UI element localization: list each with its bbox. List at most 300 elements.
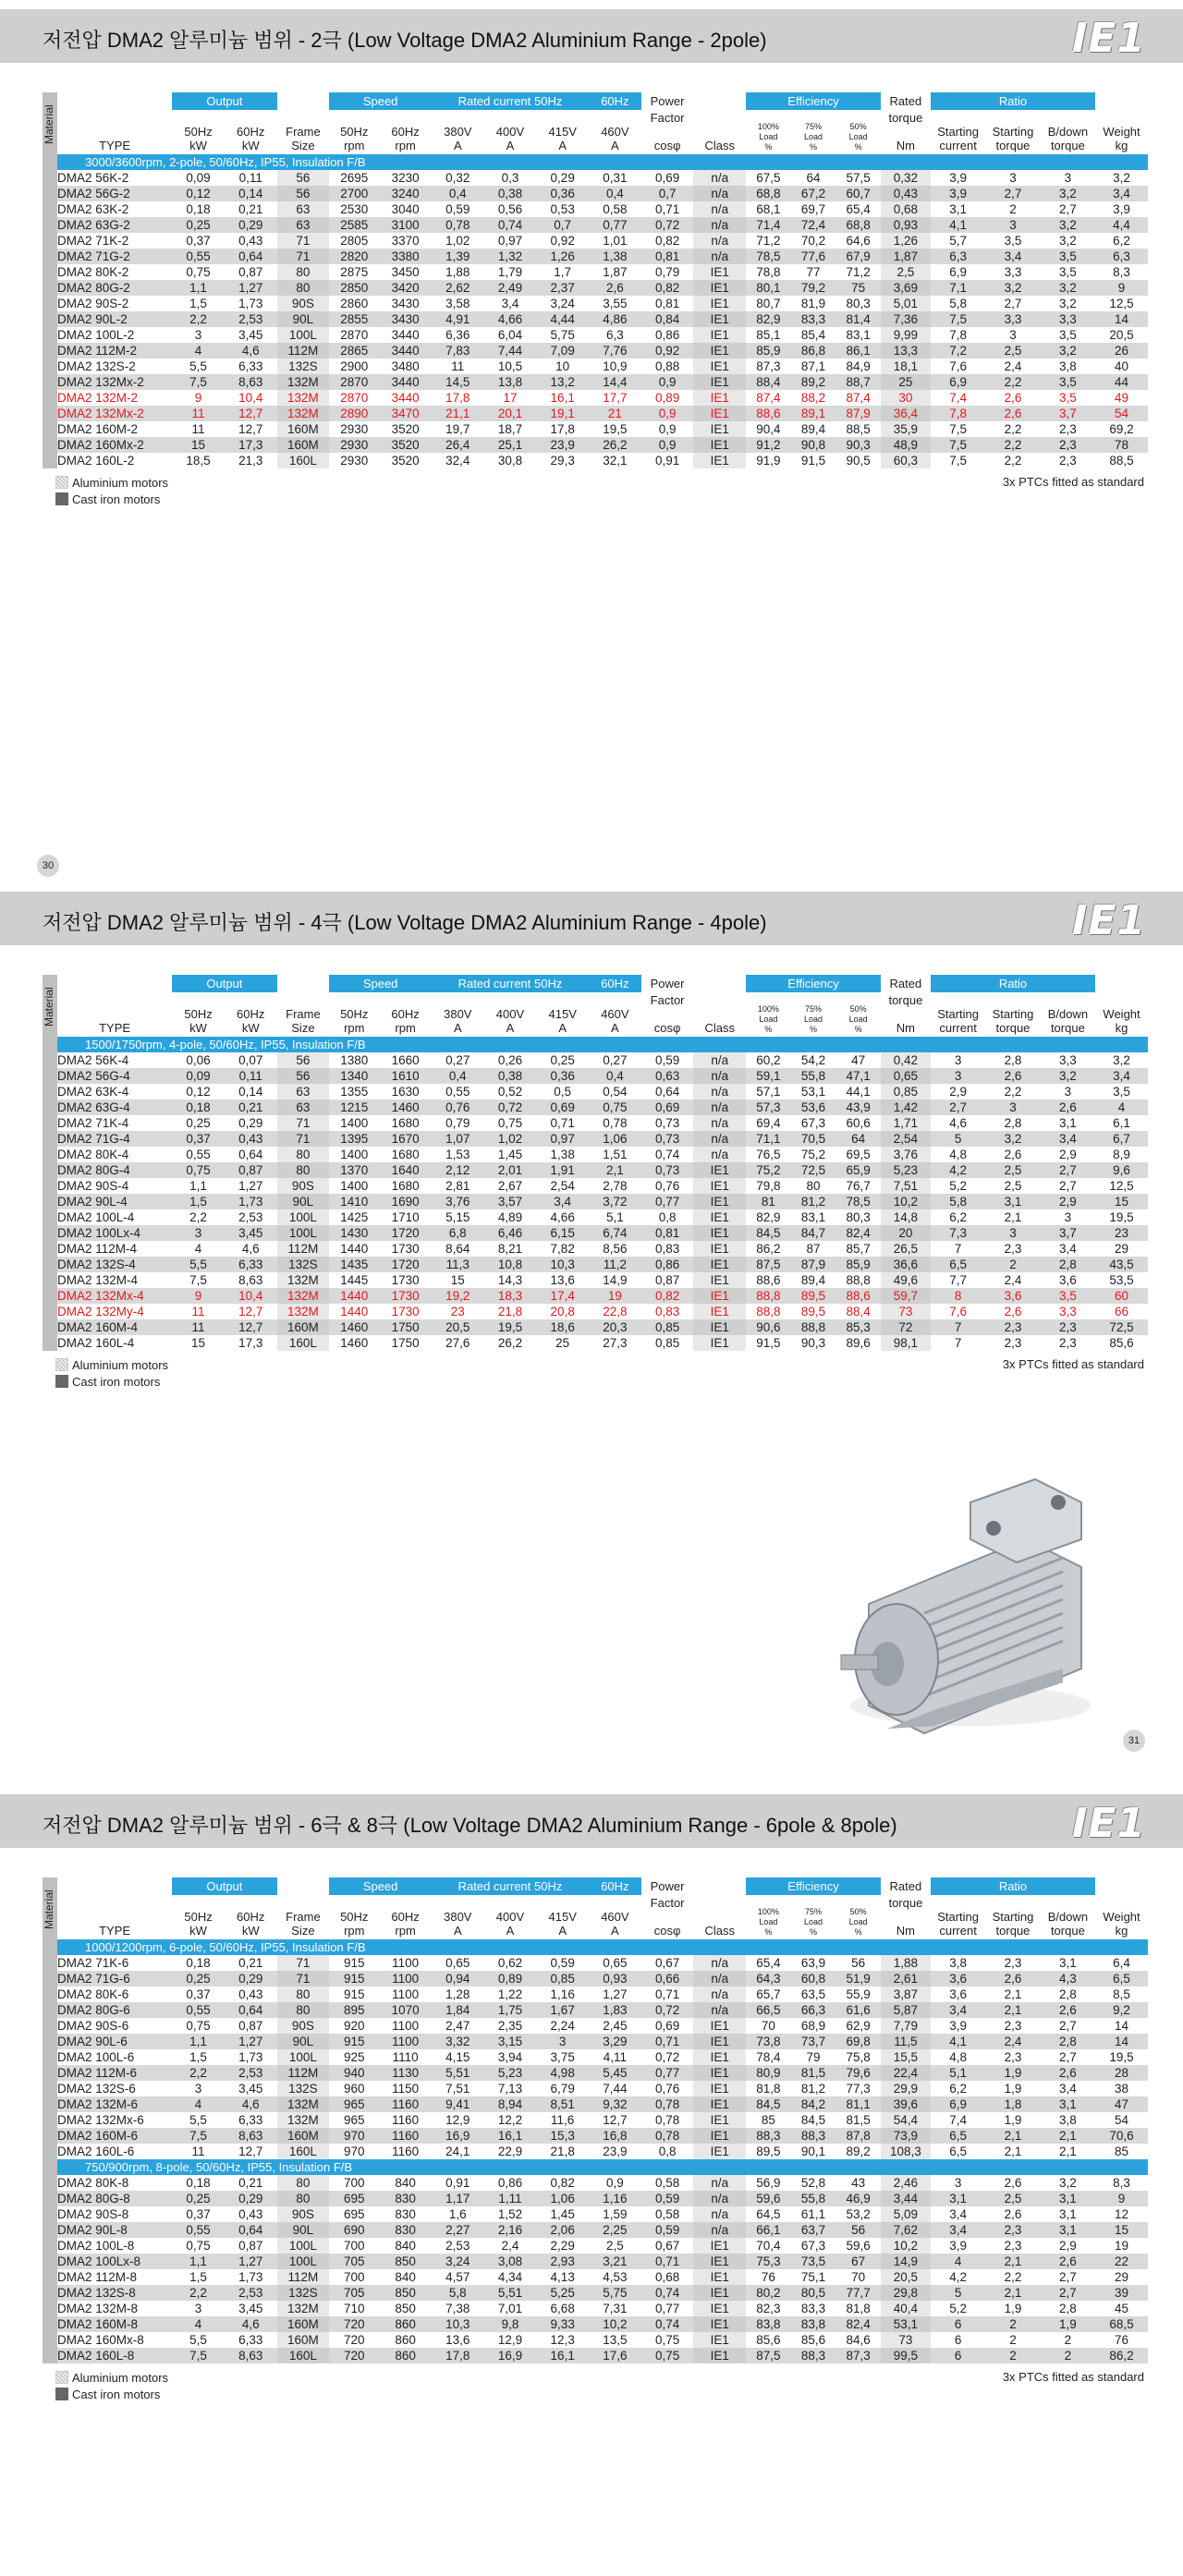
header-group-cell bbox=[57, 92, 172, 110]
table-cell: 0,31 bbox=[589, 170, 641, 186]
table-cell: IE1 bbox=[693, 1225, 746, 1241]
table-cell: 0,91 bbox=[641, 453, 694, 468]
castiron-swatch-icon bbox=[55, 2388, 68, 2400]
table-cell: 7,1 bbox=[931, 280, 985, 296]
legend-aluminium-label: Aluminium motors bbox=[72, 475, 169, 490]
table-cell: 2,4 bbox=[985, 2034, 1040, 2049]
table-cell: 2,3 bbox=[985, 1335, 1040, 1351]
table-cell: 2,7 bbox=[1041, 2285, 1095, 2301]
table-cell: 0,11 bbox=[225, 1068, 277, 1084]
table-cell: 77 bbox=[791, 264, 836, 280]
table-cell: 1,71 bbox=[881, 1115, 931, 1131]
table-cell: 10,4 bbox=[225, 390, 277, 406]
table-cell: IE1 bbox=[693, 2112, 746, 2128]
table-cell: 6,5 bbox=[931, 2128, 985, 2144]
table-cell: 1,39 bbox=[432, 249, 484, 264]
table-row bbox=[57, 1241, 1148, 1257]
table-cell: 7 bbox=[931, 1241, 985, 1257]
material-legend bbox=[55, 1356, 168, 1390]
table-cell: 79,6 bbox=[835, 2065, 881, 2081]
table-cell: 71,4 bbox=[746, 217, 791, 233]
table-cell: 63 bbox=[277, 217, 330, 233]
table-cell: 2,6 bbox=[1041, 2254, 1095, 2269]
table-cell: 81,2 bbox=[791, 1194, 836, 1209]
table-cell: 76,7 bbox=[835, 1178, 881, 1194]
table-cell: 73 bbox=[881, 2332, 931, 2348]
table-cell: 4,44 bbox=[536, 311, 589, 327]
ie1-badge: IE1 bbox=[1071, 897, 1146, 944]
header-group-cell bbox=[693, 1877, 746, 1895]
table-cell: 2,81 bbox=[432, 1178, 484, 1194]
table-cell: 0,9 bbox=[641, 406, 694, 421]
table-cell: 0,77 bbox=[589, 217, 641, 233]
table-cell: 6,3 bbox=[931, 249, 985, 264]
table-cell: 88,3 bbox=[791, 2348, 836, 2363]
table-cell: 75,3 bbox=[746, 2254, 791, 2269]
table-cell: 700 bbox=[329, 2175, 379, 2191]
table-cell: 39,6 bbox=[881, 2096, 931, 2112]
table-cell: 12,7 bbox=[225, 421, 277, 437]
motor-type-cell: DMA2 132M-4 bbox=[57, 1272, 172, 1288]
table-cell: 69,2 bbox=[1095, 421, 1148, 437]
table-cell: 21,8 bbox=[484, 1304, 537, 1319]
header-unit-cell: 460V A bbox=[589, 1895, 641, 1939]
table-cell: 2,25 bbox=[589, 2222, 641, 2238]
table-cell: 0,76 bbox=[641, 2081, 694, 2096]
motor-type-cell: DMA2 160L-8 bbox=[57, 2348, 172, 2363]
table-cell: 0,55 bbox=[172, 2002, 225, 2018]
header-unit-cell: Frame Size bbox=[277, 110, 330, 154]
table-cell: 56 bbox=[277, 1052, 330, 1068]
table-cell: 4,66 bbox=[536, 1209, 589, 1225]
table-cell: 65,4 bbox=[835, 201, 881, 217]
table-cell: 71 bbox=[277, 249, 330, 264]
table-cell: 3520 bbox=[379, 421, 432, 437]
table-cell: 90S bbox=[277, 2206, 330, 2222]
legend-aluminium-label: Aluminium motors bbox=[72, 1357, 169, 1372]
table-cell: 1,26 bbox=[881, 233, 931, 249]
table-cell: 0,78 bbox=[589, 1115, 641, 1131]
table-cell: 1630 bbox=[379, 1084, 432, 1100]
table-cell: 36,6 bbox=[881, 1257, 931, 1272]
table-cell: 60,3 bbox=[881, 453, 931, 468]
table-cell: 63,9 bbox=[791, 1955, 836, 1971]
table-cell: 0,29 bbox=[536, 170, 589, 186]
table-cell: 17,8 bbox=[432, 2348, 484, 2363]
table-cell: 0,84 bbox=[641, 311, 694, 327]
table-cell: 2870 bbox=[329, 390, 379, 406]
table-cell: 3 bbox=[931, 2175, 985, 2191]
table-cell: 3 bbox=[985, 1225, 1040, 1241]
table-cell: 160M bbox=[277, 437, 330, 453]
table-cell: 1435 bbox=[329, 1257, 379, 1272]
table-cell: 0,59 bbox=[641, 1052, 694, 1068]
table-cell: 2,6 bbox=[1041, 2065, 1095, 2081]
table-cell: 7,76 bbox=[589, 343, 641, 358]
table-cell: n/a bbox=[693, 1100, 746, 1115]
table-cell: 3,1 bbox=[931, 2191, 985, 2206]
table-cell: 32,1 bbox=[589, 453, 641, 468]
table-cell: 63,7 bbox=[791, 2222, 836, 2238]
table-cell: 0,89 bbox=[484, 1971, 537, 1987]
table-cell: IE1 bbox=[693, 2081, 746, 2096]
table-cell: 3,6 bbox=[1041, 1272, 1095, 1288]
table-cell: 21 bbox=[589, 406, 641, 421]
header-group-cell: Output bbox=[172, 1877, 276, 1895]
motor-type-cell: DMA2 80K-4 bbox=[57, 1147, 172, 1162]
table-cell: 84,9 bbox=[835, 358, 881, 374]
table-cell: 160M bbox=[277, 2332, 330, 2348]
table-cell: 28 bbox=[1095, 2065, 1148, 2081]
table-cell: 1,38 bbox=[536, 1147, 589, 1162]
table-cell: 2,4 bbox=[484, 2238, 537, 2254]
table-cell: 1160 bbox=[379, 2128, 432, 2144]
table-cell: 1215 bbox=[329, 1100, 379, 1115]
table-cell: 0,56 bbox=[484, 201, 537, 217]
table-cell: 88,3 bbox=[791, 2128, 836, 2144]
table-cell: 920 bbox=[329, 2018, 379, 2034]
table-row bbox=[57, 2018, 1148, 2034]
table-cell: 5,87 bbox=[881, 2002, 931, 2018]
table-cell: 0,75 bbox=[172, 2018, 225, 2034]
table-cell: 2,9 bbox=[931, 1084, 985, 1100]
table-cell: 3,5 bbox=[1041, 1288, 1095, 1304]
table-cell: 965 bbox=[329, 2112, 379, 2128]
table-cell: 100L bbox=[277, 1209, 330, 1225]
table-row bbox=[57, 1100, 1148, 1115]
table-cell: 71,2 bbox=[835, 264, 881, 280]
table-cell: 112M bbox=[277, 2269, 330, 2285]
table-cell: 69,8 bbox=[835, 2034, 881, 2049]
table-cell: 1,06 bbox=[589, 1131, 641, 1147]
table-cell: 16,1 bbox=[536, 2348, 589, 2363]
table-cell: 0,43 bbox=[881, 186, 931, 201]
table-cell: 3,3 bbox=[1041, 311, 1095, 327]
header-unit-cell: Class bbox=[693, 1895, 746, 1939]
ptc-note: 3x PTCs fitted as standard bbox=[1002, 475, 1144, 489]
table-cell: 85,4 bbox=[791, 327, 836, 343]
table-cell: IE1 bbox=[693, 1319, 746, 1335]
table-cell: 2,5 bbox=[985, 2191, 1040, 2206]
spec-table bbox=[57, 92, 1148, 468]
table-cell: 88,6 bbox=[746, 1272, 791, 1288]
table-row bbox=[57, 1131, 1148, 1147]
motor-type-cell: DMA2 100L-4 bbox=[57, 1209, 172, 1225]
table-cell: IE1 bbox=[693, 437, 746, 453]
table-cell: 7,4 bbox=[931, 390, 985, 406]
header-unit-cell: Starting current bbox=[931, 110, 985, 154]
table-cell: 3,5 bbox=[1041, 264, 1095, 280]
table-cell: 6,74 bbox=[589, 1225, 641, 1241]
table-cell: 79,2 bbox=[791, 280, 836, 296]
header-group-cell: Rated current 50Hz bbox=[432, 1877, 589, 1895]
table-cell: 54,2 bbox=[791, 1052, 836, 1068]
table-cell: 0,9 bbox=[589, 2175, 641, 2191]
table-cell: 0,82 bbox=[641, 1288, 694, 1304]
table-cell: 75,2 bbox=[746, 1162, 791, 1178]
material-label: Material bbox=[43, 104, 55, 145]
table-cell: 2,53 bbox=[225, 311, 277, 327]
table-cell: 2,7 bbox=[1041, 1178, 1095, 1194]
table-cell: 2,3 bbox=[985, 1241, 1040, 1257]
header-group-cell: Rated current 50Hz bbox=[432, 92, 589, 110]
table-cell: 83,3 bbox=[791, 2301, 836, 2316]
table-cell: 71 bbox=[277, 233, 330, 249]
group-header-row bbox=[57, 1939, 1148, 1955]
table-cell: 14,4 bbox=[589, 374, 641, 390]
table-cell: 5 bbox=[931, 2285, 985, 2301]
table-cell: 0,25 bbox=[172, 217, 225, 233]
table-cell: 0,25 bbox=[172, 1115, 225, 1131]
table-cell: 14 bbox=[1095, 2018, 1148, 2034]
table-cell: 7 bbox=[931, 1335, 985, 1351]
header-unit-cell: Factor cosφ bbox=[641, 110, 694, 154]
table-cell: 87,3 bbox=[835, 2348, 881, 2363]
table-cell: 61,1 bbox=[791, 2206, 836, 2222]
table-row bbox=[57, 390, 1148, 406]
table-cell: 0,85 bbox=[881, 1084, 931, 1100]
table-cell: 8,5 bbox=[1095, 1987, 1148, 2002]
legend-aluminium bbox=[55, 474, 168, 491]
table-cell: 2,7 bbox=[985, 296, 1040, 311]
table-cell: 700 bbox=[329, 2238, 379, 2254]
table-cell: 89,1 bbox=[791, 406, 836, 421]
table-cell: 80 bbox=[277, 280, 330, 296]
table-cell: 2,9 bbox=[1041, 2238, 1095, 2254]
table-cell: 2,7 bbox=[1041, 2269, 1095, 2285]
table-cell: 80,7 bbox=[746, 296, 791, 311]
table-cell: 2,4 bbox=[985, 358, 1040, 374]
table-cell: 5,01 bbox=[881, 296, 931, 311]
table-cell: 2,3 bbox=[1041, 421, 1095, 437]
spec-table bbox=[57, 975, 1148, 1351]
table-cell: 0,79 bbox=[641, 264, 694, 280]
table-cell: 0,12 bbox=[172, 186, 225, 201]
table-cell: 3,1 bbox=[985, 1194, 1040, 1209]
motor-type-cell: DMA2 112M-4 bbox=[57, 1241, 172, 1257]
table-cell: 0,78 bbox=[641, 2128, 694, 2144]
header-unit-cell: 50Hz kW bbox=[172, 992, 225, 1037]
table-cell: 1,79 bbox=[484, 264, 537, 280]
table-cell: 1,88 bbox=[881, 1955, 931, 1971]
table-row bbox=[57, 2144, 1148, 2159]
table-cell: 915 bbox=[329, 1987, 379, 2002]
table-cell: 1,28 bbox=[432, 1987, 484, 2002]
table-cell: 3,76 bbox=[881, 1147, 931, 1162]
table-cell: 0,64 bbox=[225, 249, 277, 264]
table-cell: 0,37 bbox=[172, 1987, 225, 2002]
table-cell: 0,74 bbox=[641, 2316, 694, 2332]
header-group-cell bbox=[1095, 975, 1148, 992]
table-cell: 0,25 bbox=[172, 1971, 225, 1987]
table-cell: 24,1 bbox=[432, 2144, 484, 2159]
table-cell: 4,2 bbox=[931, 1162, 985, 1178]
table-cell: 19 bbox=[1095, 2238, 1148, 2254]
table-cell: 2930 bbox=[329, 421, 379, 437]
table-cell: 17,8 bbox=[432, 390, 484, 406]
table-cell: 25 bbox=[536, 1335, 589, 1351]
table-cell: 0,12 bbox=[172, 1084, 225, 1100]
table-cell: 0,89 bbox=[641, 390, 694, 406]
header-group-cell: Rated current 50Hz bbox=[432, 975, 589, 992]
table-cell: 960 bbox=[329, 2081, 379, 2096]
table-row bbox=[57, 264, 1148, 280]
material-band bbox=[43, 1877, 57, 2363]
table-cell: 0,81 bbox=[641, 296, 694, 311]
table-cell: 915 bbox=[329, 2034, 379, 2049]
table-cell: 6 bbox=[931, 2332, 985, 2348]
table-cell: 3,1 bbox=[931, 201, 985, 217]
header-unit-cell: Starting torque bbox=[985, 992, 1040, 1037]
header-group-cell bbox=[693, 92, 746, 110]
table-cell: 13,6 bbox=[536, 1272, 589, 1288]
table-cell: 10,4 bbox=[225, 1288, 277, 1304]
table-cell: 0,75 bbox=[172, 264, 225, 280]
table-cell: 90,5 bbox=[835, 453, 881, 468]
header-group-cell: Efficiency bbox=[746, 1877, 881, 1895]
table-cell: 70 bbox=[835, 2269, 881, 2285]
table-cell: 2865 bbox=[329, 343, 379, 358]
table-cell: 3,7 bbox=[1041, 1225, 1095, 1241]
table-cell: 3,4 bbox=[931, 2222, 985, 2238]
table-cell: 0,37 bbox=[172, 1131, 225, 1147]
table-cell: 81,5 bbox=[791, 2065, 836, 2081]
table-cell: 4,89 bbox=[484, 1209, 537, 1225]
table-cell: 2,7 bbox=[1041, 2049, 1095, 2065]
table-cell: 0,97 bbox=[536, 1131, 589, 1147]
table-cell: 0,25 bbox=[536, 1052, 589, 1068]
spec-table bbox=[57, 1877, 1148, 2363]
table-cell: 20,8 bbox=[536, 1304, 589, 1319]
header-group-cell bbox=[1095, 92, 1148, 110]
table-cell: 3,5 bbox=[1041, 249, 1095, 264]
table-cell: 1,27 bbox=[589, 1987, 641, 2002]
header-group-cell: Rated bbox=[881, 92, 931, 110]
section-title-bar bbox=[0, 9, 1183, 63]
table-cell: 2 bbox=[985, 1257, 1040, 1272]
table-cell: 1100 bbox=[379, 1955, 432, 1971]
table-cell: 18,7 bbox=[484, 421, 537, 437]
motor-type-cell: DMA2 56K-4 bbox=[57, 1052, 172, 1068]
motor-type-cell: DMA2 71G-2 bbox=[57, 249, 172, 264]
table-cell: 100L bbox=[277, 1225, 330, 1241]
table-cell: 1,26 bbox=[536, 249, 589, 264]
table-cell: 64 bbox=[791, 170, 836, 186]
table-row bbox=[57, 1084, 1148, 1100]
table-cell: 17,3 bbox=[225, 437, 277, 453]
table-row bbox=[57, 233, 1148, 249]
table-cell: 112M bbox=[277, 343, 330, 358]
table-cell: 1,16 bbox=[589, 2191, 641, 2206]
table-cell: 7,6 bbox=[931, 358, 985, 374]
table-cell: 1720 bbox=[379, 1257, 432, 1272]
table-cell: n/a bbox=[693, 1987, 746, 2002]
table-cell: 3,15 bbox=[484, 2034, 537, 2049]
table-cell: 7,8 bbox=[931, 327, 985, 343]
table-cell: 0,21 bbox=[225, 1100, 277, 1115]
table-cell: 16,1 bbox=[484, 2128, 537, 2144]
header-group-cell: Ratio bbox=[931, 1877, 1095, 1895]
table-cell: 840 bbox=[379, 2175, 432, 2191]
table-cell: 0,71 bbox=[641, 1987, 694, 2002]
table-cell: 1,52 bbox=[484, 2206, 537, 2222]
table-cell: 3,2 bbox=[985, 1131, 1040, 1147]
table-cell: 2,46 bbox=[881, 2175, 931, 2191]
table-cell: 2,3 bbox=[985, 2238, 1040, 2254]
header-unit-cell: B/down torque bbox=[1041, 110, 1095, 154]
table-cell: IE1 bbox=[693, 2285, 746, 2301]
table-cell: 23 bbox=[1095, 1225, 1148, 1241]
table-cell: 0,63 bbox=[641, 1068, 694, 1084]
table-cell: 38 bbox=[1095, 2081, 1148, 2096]
table-cell: 1,75 bbox=[484, 2002, 537, 2018]
table-cell: 0,85 bbox=[641, 1335, 694, 1351]
table-row bbox=[57, 2175, 1148, 2191]
table-cell: 83,8 bbox=[791, 2316, 836, 2332]
table-cell: 14,8 bbox=[881, 1209, 931, 1225]
table-cell: 90,3 bbox=[835, 437, 881, 453]
table-cell: 1,06 bbox=[536, 2191, 589, 2206]
table-cell: 70,6 bbox=[1095, 2128, 1148, 2144]
motor-type-cell: DMA2 80G-6 bbox=[57, 2002, 172, 2018]
table-cell: IE1 bbox=[693, 2128, 746, 2144]
table-cell: 3,4 bbox=[1041, 1131, 1095, 1147]
table-cell: 85,9 bbox=[835, 1257, 881, 1272]
table-cell: 17,8 bbox=[536, 421, 589, 437]
table-cell: 0,8 bbox=[641, 2144, 694, 2159]
table-cell: 10,8 bbox=[484, 1257, 537, 1272]
table-cell: IE1 bbox=[693, 1178, 746, 1194]
table-cell: 5,5 bbox=[172, 358, 225, 374]
table-cell: 20,5 bbox=[432, 1319, 484, 1335]
table-cell: 0,77 bbox=[641, 2301, 694, 2316]
table-cell: 12,7 bbox=[225, 1304, 277, 1319]
table-row bbox=[57, 311, 1148, 327]
table-cell: 132S bbox=[277, 358, 330, 374]
table-cell: 3100 bbox=[379, 217, 432, 233]
motor-type-cell: DMA2 132S-8 bbox=[57, 2285, 172, 2301]
table-cell: 3 bbox=[172, 327, 225, 343]
table-cell: 0,93 bbox=[589, 1971, 641, 1987]
table-cell: 3,24 bbox=[432, 2254, 484, 2269]
table-cell: 53,6 bbox=[791, 1100, 836, 1115]
table-cell: 7,5 bbox=[172, 2128, 225, 2144]
table-cell: 5,75 bbox=[536, 327, 589, 343]
table-cell: 11 bbox=[172, 2144, 225, 2159]
table-cell: 0,78 bbox=[641, 2112, 694, 2128]
table-cell: 4,6 bbox=[225, 343, 277, 358]
table-cell: n/a bbox=[693, 233, 746, 249]
table-cell: 2,8 bbox=[1041, 2034, 1095, 2049]
table-cell: 0,79 bbox=[432, 1115, 484, 1131]
table-cell: 9 bbox=[1095, 2191, 1148, 2206]
table-cell: 7,79 bbox=[881, 2018, 931, 2034]
table-cell: 850 bbox=[379, 2254, 432, 2269]
table-row bbox=[57, 217, 1148, 233]
table-cell: 88,4 bbox=[746, 374, 791, 390]
material-label: Material bbox=[43, 987, 55, 1027]
table-cell: 7,2 bbox=[931, 343, 985, 358]
table-cell: 8,51 bbox=[536, 2096, 589, 2112]
motor-type-cell: DMA2 100L-6 bbox=[57, 2049, 172, 2065]
table-cell: 80 bbox=[277, 1147, 330, 1162]
table-cell: 0,93 bbox=[881, 217, 931, 233]
table-cell: 1,73 bbox=[225, 2269, 277, 2285]
table-cell: 0,4 bbox=[589, 186, 641, 201]
header-unit-cell: Frame Size bbox=[277, 992, 330, 1037]
table-row bbox=[57, 2112, 1148, 2128]
table-cell: 47 bbox=[835, 1052, 881, 1068]
